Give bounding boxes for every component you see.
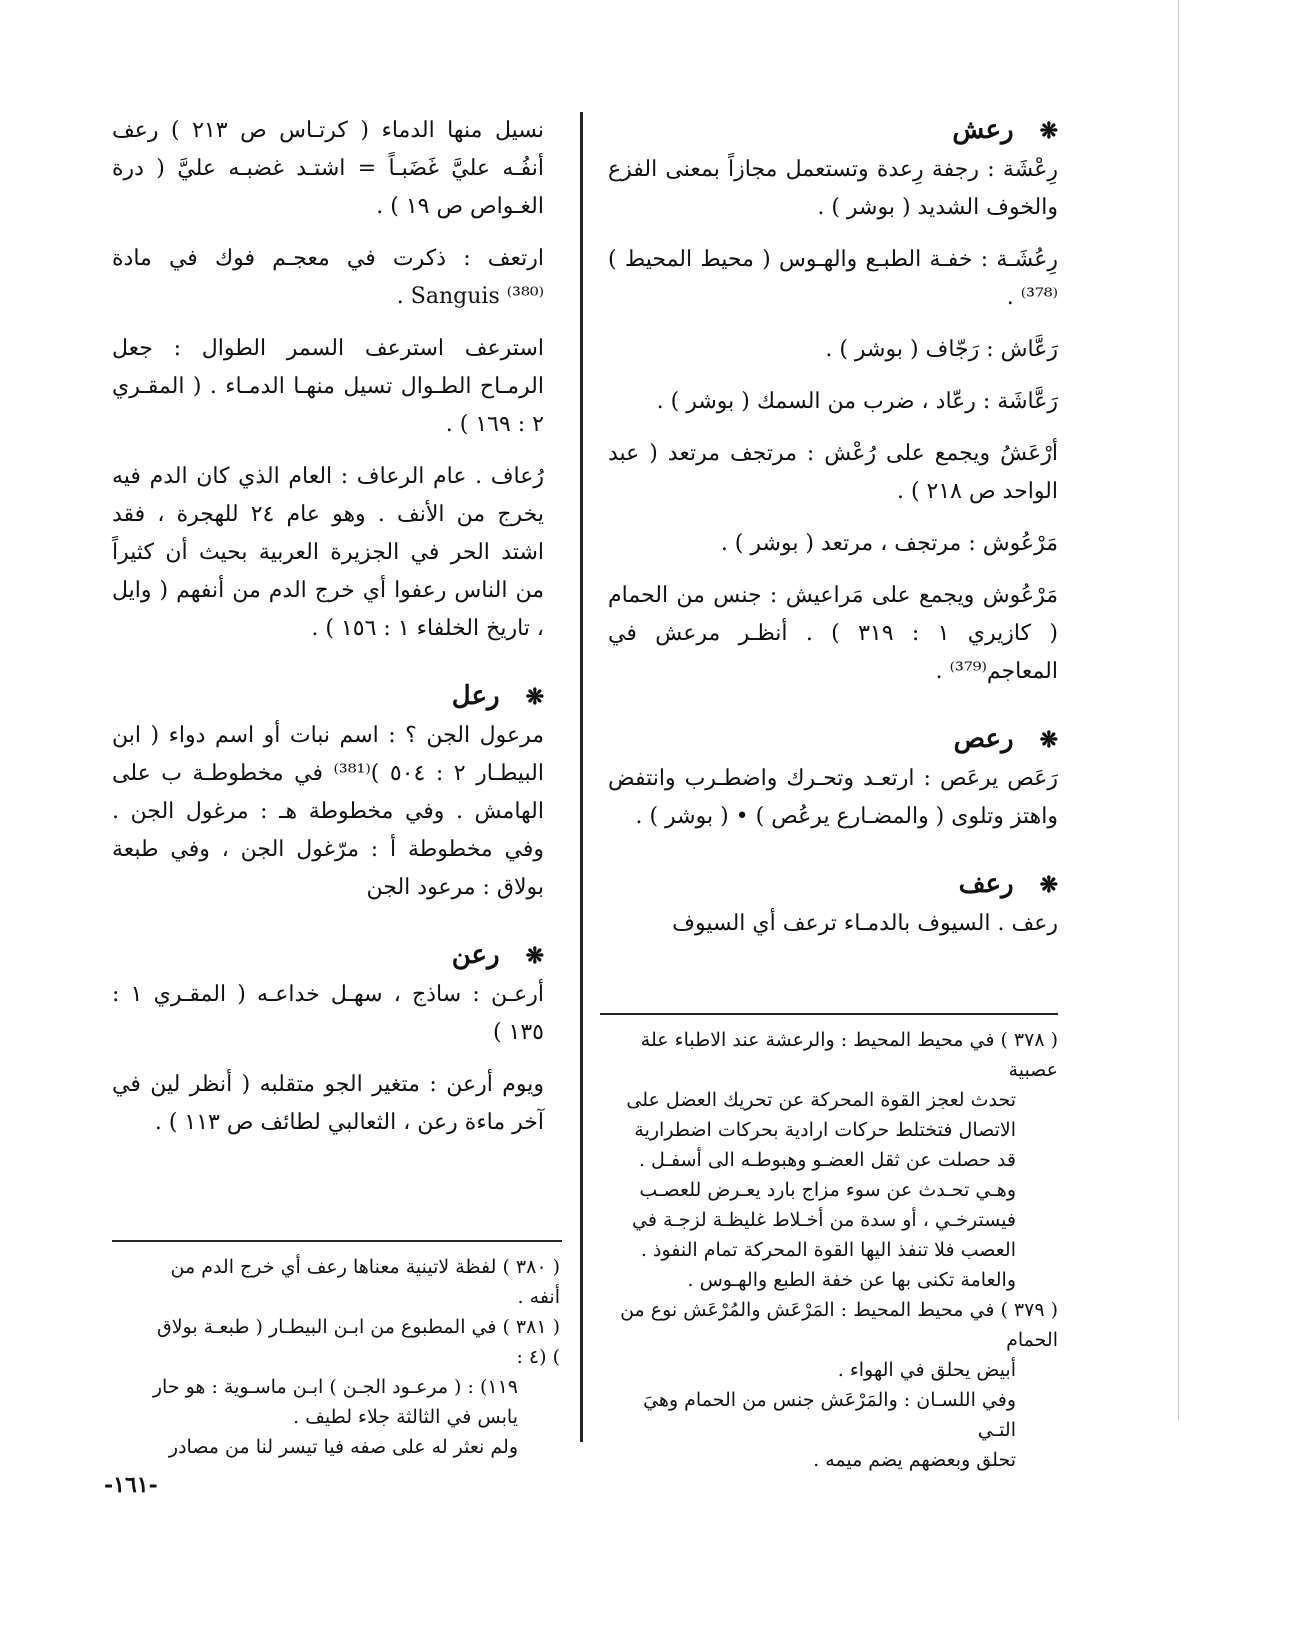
dictionary-entry: رَعَّاش : رَجّاف ( بوشر ) .	[825, 337, 1058, 362]
footnote-line: وفي اللسـان : والمَرْعَش جنس من الحمام وهيَ التـي	[643, 1389, 1016, 1441]
dictionary-entry: أرعـن : ساذج ، سهـل خداعـه ( المقـري ١ : ١٣٥ )	[112, 982, 544, 1045]
right-column	[608, 112, 1058, 957]
page-number: -١٦١-	[104, 1472, 158, 1498]
footnote-line: تحدث لعجز القوة المحركة عن تحريك العضل على	[626, 1089, 1016, 1111]
footnotes-left	[150, 1252, 560, 1462]
dictionary-entry: مرعول الجن ؟ : اسم نبات أو اسم دواء ( ابن البيطـار ٢ : ٥٠٤ )⁽³⁸¹⁾ في مخطوطـة ب على الهامش . وفي مخطوطة هـ : مرغول الجن . وفي مخطوطة أ : مرّغول الجن ، وفي طبعة بولاق : مرعود الجن	[112, 723, 544, 900]
scan-edge-line	[1178, 0, 1179, 1420]
section-star-icon: ❋	[1039, 727, 1058, 753]
footnote-line: أبيض يحلق في الهواء .	[837, 1359, 1016, 1381]
footnote-line: ( ٣٨٠ ) لفظة لاتينية معناها رعف أي خرج الدم من أنفه .	[170, 1256, 560, 1308]
dictionary-entry: رَعَّاشَة : رعّاد ، ضرب من السمك ( بوشر ) .	[656, 389, 1058, 414]
dictionary-entry: ويوم أرعن : متغير الجو متقلبه ( أنظر لين في آخر ماءة رعن ، الثعالبي لطائف ص ١١٣ ) .	[112, 1072, 544, 1135]
dictionary-entry: نسيل منها الدماء ( كرتـاس ص ٢١٣ ) رعف أنفُـه عليَّ غَضَبـاً = اشتـد غضبـه عليَّ ( درة الغـواص ص ١٩ ) .	[112, 118, 544, 219]
dictionary-entry: ارتعف : ذكرت في معجـم فوك في مادة Sanguis ⁽³⁸⁰⁾ .	[112, 246, 544, 309]
dictionary-entry: استرعف استرعف السمر الطوال : جعل الرمـاح الطـوال تسيل منهـا الدمـاء . ( المقـري ٢ : ١٦٩ ) .	[112, 336, 544, 437]
section-heading: رعف	[958, 869, 1014, 899]
footnote-line: يابس في الثالثة جلاء لطيف .	[293, 1406, 518, 1428]
dictionary-entry: رُعاف . عام الرعاف : العام الذي كان الدم فيه يخرج من الأنف . وهو عام ٢٤ للهجرة ، فقد اشتد الحر في الجزيرة العربية بحيث أن كثيراً من الناس رعفوا أي خرج الدم من أنفهم ( وايل ، تاريخ الخلفاء ١ : ١٥٦ ) .	[112, 464, 544, 641]
section-heading: رعن	[451, 940, 500, 970]
footnote-line: فيسترخـي ، أو سدة من أخـلاط غليظـة لزجـة في	[631, 1209, 1016, 1231]
footnote-line: ولم نعثر له على صفه فيا تيسر لنا من مصادر	[168, 1436, 518, 1458]
section-star-icon: ❋	[1039, 872, 1058, 898]
section-ra-ain-sad	[608, 721, 1058, 836]
dictionary-entry: رعف . السيوف بالدمـاء ترعف أي السيوف	[672, 911, 1058, 936]
section-star-icon: ❋	[525, 684, 544, 710]
footnotes-right	[600, 1025, 1058, 1475]
footnote-line: قد حصلت عن ثقل العضـو وهبوطـه الى أسفـل .	[638, 1149, 1016, 1171]
section-ra-ain-nun	[112, 937, 544, 1142]
section-ra-ain-lam	[112, 678, 544, 907]
column-divider	[580, 112, 583, 1442]
section-heading: رعل	[451, 681, 500, 711]
dictionary-entry: مَرْعُوش ويجمع على مَراعيش : جنس من الحمام ( كازيري ١ : ٣١٩ ) . أنظـر مرعش في المعاجم⁽³⁷⁹⁾ .	[608, 583, 1058, 684]
footnote-line: ( ٣٧٨ ) في محيط المحيط : والرعشة عند الاطباء علة عصبية	[640, 1029, 1058, 1081]
footnote-rule-left	[112, 1240, 562, 1242]
dictionary-entry: رِعُشَـة : خفـة الطبـع والهـوس ( محيط المحيط )⁽³⁷⁸⁾ .	[608, 247, 1058, 310]
dictionary-entry: رَعَص يرعَص : ارتعـد وتحـرك واضطـرب وانتفض واهتز وتلوى ( والمضـارع يرعُص ) • ( بوشر ) .	[608, 766, 1058, 829]
section-ra-ain-shin	[608, 112, 1058, 691]
section-heading: رعص	[953, 724, 1014, 754]
footnote-line: ( ٣٧٩ ) في محيط المحيط : المَرْعَش والمُرْعَش نوع من الحمام	[620, 1299, 1058, 1351]
footnote-line: وهـي تحـدث عن سوء مزاج بارد يعـرض للعصـب	[639, 1179, 1016, 1201]
section-star-icon: ❋	[1039, 118, 1058, 144]
footnote-rule-right	[600, 1013, 1058, 1015]
section-star-icon: ❋	[525, 943, 544, 969]
left-column	[112, 112, 544, 1156]
footnote-line: ١١٩) : ( مرعـود الجـن ) ابـن ماسـوية : هو حار	[152, 1376, 518, 1398]
section-ra-ain-fa	[608, 866, 1058, 943]
dictionary-entry: مَرْعُوش : مرتجف ، مرتعد ( بوشر ) .	[720, 531, 1058, 556]
footnote-line: تحلق وبعضهم يضم ميمه .	[813, 1449, 1016, 1471]
footnote-line: الاتصال فتختلط حركات ارادية بحركات اضطرارية	[634, 1119, 1016, 1141]
footnote-line: والعامة تكنى بها عن خفة الطبع والهـوس .	[687, 1269, 1016, 1291]
footnote-line: العصب فلا تنفذ اليها القوة المحركة تمام النفوذ .	[640, 1239, 1016, 1261]
dictionary-entry: أرْعَشُ ويجمع على رُعْش : مرتجف مرتعد ( عبد الواحد ص ٢١٨ ) .	[608, 441, 1058, 504]
section-heading: رعش	[952, 115, 1014, 145]
footnote-line: ( ٣٨١ ) في المطبوع من ابـن البيطـار ( طبعـة بولاق ) (٤ :	[156, 1316, 560, 1368]
dictionary-entry: رِعْشَة : رجفة رِعدة وتستعمل مجازاً بمعنى الفزع والخوف الشديد ( بوشر ) .	[608, 157, 1058, 220]
